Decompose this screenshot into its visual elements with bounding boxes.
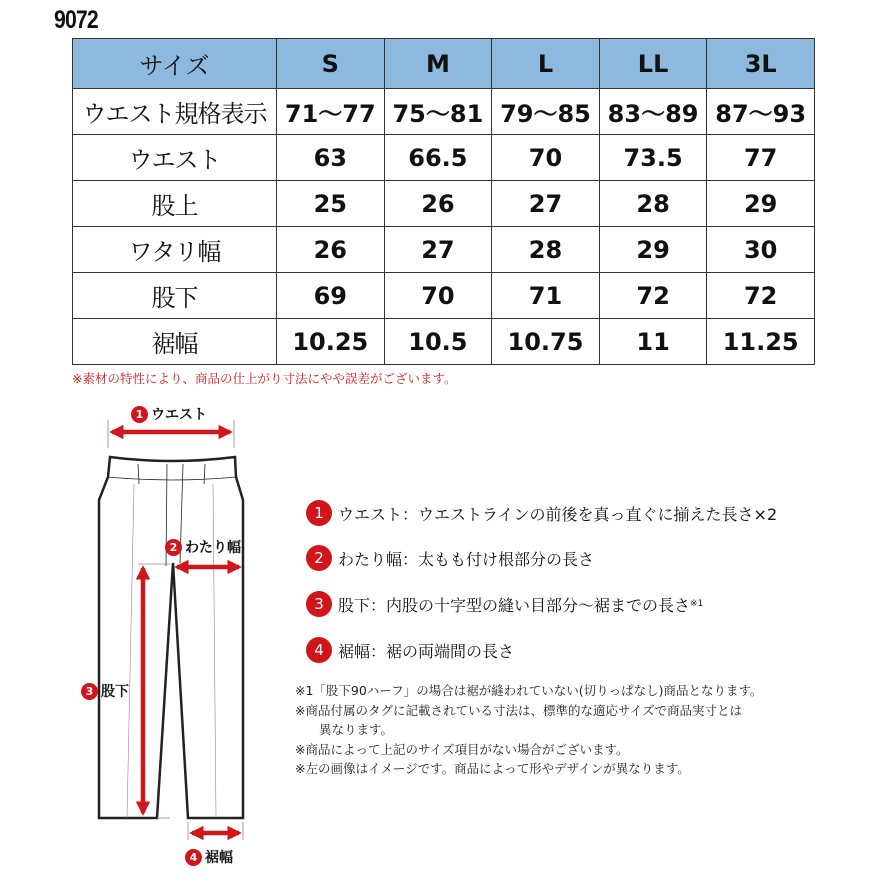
number-badge: 3 xyxy=(306,591,332,617)
diagram-label-thigh xyxy=(165,537,241,557)
legend-term: 裾幅 xyxy=(338,641,371,661)
note-line: ※1「股下90ハーフ」の場合は裾が縫われていない(切りっぱなし)商品となります。 xyxy=(295,683,763,698)
cell-value: 72 xyxy=(707,273,815,319)
number-badge: 2 xyxy=(306,545,332,571)
legend-item xyxy=(306,591,703,617)
label-text: 裾幅 xyxy=(205,850,233,866)
notes xyxy=(295,681,762,779)
cell-value: 28 xyxy=(599,181,707,227)
note-line: ※商品によって上記のサイズ項目がない場合がございます。 xyxy=(295,741,629,757)
cell-value: 63 xyxy=(277,135,385,181)
label-text: 股下 xyxy=(101,684,129,700)
cell-value: 71〜77 xyxy=(277,89,385,135)
cell-value: 10.5 xyxy=(384,319,492,365)
legend-desc: ：裾の両端間の長さ xyxy=(370,641,515,661)
cell-value: 75〜81 xyxy=(384,89,492,135)
cell-value: 27 xyxy=(492,181,600,227)
cell-value: 30 xyxy=(707,227,815,273)
cell-value: 28 xyxy=(492,227,600,273)
header-cell: S xyxy=(277,39,385,89)
header-cell: M xyxy=(384,39,492,89)
row-label: ウエスト規格表示 xyxy=(73,89,277,135)
cell-value: 70 xyxy=(492,135,600,181)
legend-desc: ：内股の十字型の縫い目部分〜裾までの長さ xyxy=(370,595,691,615)
number-badge: 1 xyxy=(306,500,332,526)
cell-value: 73.5 xyxy=(599,135,707,181)
cell-value: 70 xyxy=(384,273,492,319)
cell-value: 11 xyxy=(599,319,707,365)
legend-term: ウエスト xyxy=(338,504,403,524)
note-line: ※商品付属のタグに記載されている寸法は、標準的な適応サイズで商品実寸とは xyxy=(295,702,742,718)
cell-value: 71 xyxy=(492,273,600,319)
cell-value: 10.75 xyxy=(492,319,600,365)
row-label: ウエスト xyxy=(73,135,277,181)
row-label: 股上 xyxy=(73,181,277,227)
cell-value: 25 xyxy=(277,181,385,227)
cell-value: 69 xyxy=(277,273,385,319)
number-badge: 2 xyxy=(165,539,182,556)
cell-value: 29 xyxy=(707,181,815,227)
header-cell: L xyxy=(492,39,600,89)
row-label: ワタリ幅 xyxy=(73,227,277,273)
header-cell: LL xyxy=(599,39,707,89)
diagram-label-waist xyxy=(131,404,207,424)
legend-term: わたり幅 xyxy=(338,549,403,569)
cell-value: 26 xyxy=(277,227,385,273)
diagram-label-hem xyxy=(185,847,233,867)
row-label: 股下 xyxy=(73,273,277,319)
note-line: 異なります。 xyxy=(319,722,394,737)
cell-value: 10.25 xyxy=(277,319,385,365)
note-line: ※左の画像はイメージです。商品によって形やデザインが異なります。 xyxy=(295,761,690,776)
number-badge: 4 xyxy=(185,849,202,866)
cell-value: 83〜89 xyxy=(599,89,707,135)
header-cell: 3L xyxy=(707,39,815,89)
cell-value: 77 xyxy=(707,135,815,181)
number-badge: 3 xyxy=(81,683,98,700)
legend-item xyxy=(306,637,514,663)
label-text: わたり幅 xyxy=(185,540,241,556)
number-badge: 4 xyxy=(306,637,332,663)
legend-footnote-ref: ※1 xyxy=(690,599,704,609)
label-text: ウエスト xyxy=(151,407,207,423)
legend-item xyxy=(306,500,777,526)
cell-value: 79〜85 xyxy=(492,89,600,135)
cell-value: 72 xyxy=(599,273,707,319)
disclaimer-note: ※素材の特性により、商品の仕上がり寸法にやや誤差がございます。 xyxy=(72,371,457,386)
cell-value: 29 xyxy=(599,227,707,273)
diagram-label-inseam xyxy=(81,681,129,701)
number-badge: 1 xyxy=(131,406,148,423)
legend-desc: ：太もも付け根部分の長さ xyxy=(402,549,595,569)
cell-value: 26 xyxy=(384,181,492,227)
legend-desc: ：ウエストラインの前後を真っ直ぐに揃えた長さ×2 xyxy=(402,504,778,524)
cell-value: 87〜93 xyxy=(707,89,815,135)
cell-value: 27 xyxy=(384,227,492,273)
legend-term: 股下 xyxy=(338,595,371,615)
cell-value: 66.5 xyxy=(384,135,492,181)
row-label: 裾幅 xyxy=(73,319,277,365)
product-code: 9072 xyxy=(54,6,98,34)
cell-value: 11.25 xyxy=(707,319,815,365)
header-cell: サイズ xyxy=(73,39,277,89)
legend-item xyxy=(306,545,594,571)
